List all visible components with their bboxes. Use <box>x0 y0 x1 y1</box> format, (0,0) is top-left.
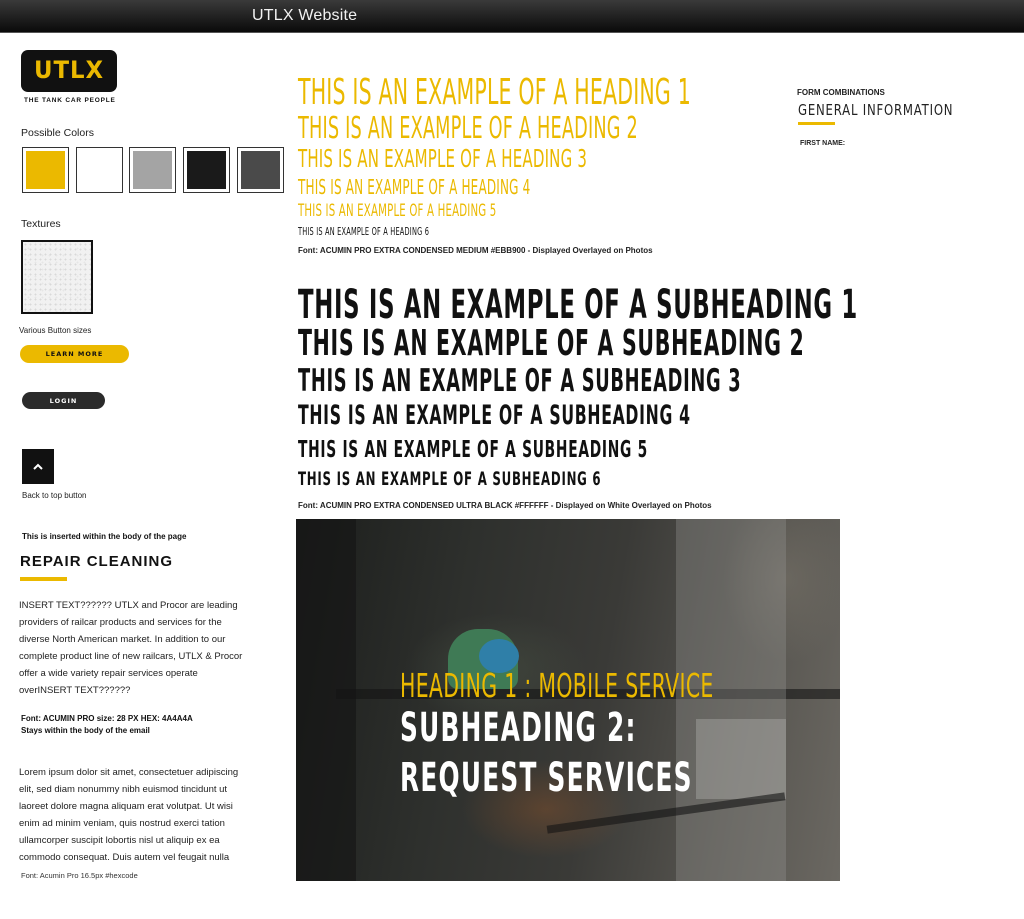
heading-1: THIS IS AN EXAMPLE OF A HEADING 1 <box>298 72 691 113</box>
color-swatch-white <box>76 147 123 193</box>
hero-subheading-line-2: REQUEST SERVICES <box>400 755 693 801</box>
back-to-top-label: Back to top button <box>22 491 87 500</box>
subheading-5: THIS IS AN EXAMPLE OF A SUBHEADING 5 <box>298 437 648 463</box>
learn-more-button[interactable]: LEARN MORE <box>20 345 129 363</box>
heading-3: THIS IS AN EXAMPLE OF A HEADING 3 <box>298 144 588 173</box>
hero-heading: HEADING 1 : MOBILE SERVICE <box>400 666 714 705</box>
body-font-note-2: Stays within the body of the email <box>21 726 150 735</box>
heading-2: THIS IS AN EXAMPLE OF A HEADING 2 <box>298 111 638 146</box>
hero-photo <box>296 519 840 881</box>
body-paragraph: INSERT TEXT?????? UTLX and Procor are leading providers of railcar products and services for the diverse North American market. In addition to our complete product line of new railcars, UTLX & Procor offer a wide variety repair services operate overINSERT TEXT?????? <box>19 600 243 696</box>
subheading-font-note: Font: ACUMIN PRO EXTRA CONDENSED ULTRA BLACK #FFFFFF - Displayed on White Overlayed on Photos <box>298 501 712 510</box>
texture-sample <box>21 240 93 314</box>
subheading-1: THIS IS AN EXAMPLE OF A SUBHEADING 1 <box>298 282 858 328</box>
hero-subheading-line-1: SUBHEADING 2: <box>400 705 637 751</box>
login-button[interactable]: LOGIN <box>22 392 105 409</box>
repair-cleaning-title: REPAIR CLEANING <box>20 553 174 570</box>
window-titlebar <box>0 0 1024 33</box>
first-name-label: FIRST NAME: <box>800 140 846 147</box>
heading-6: THIS IS AN EXAMPLE OF A HEADING 6 <box>298 226 430 238</box>
lorem-font-note: Font: Acumin Pro 16.5px #hexcode <box>21 871 138 880</box>
form-combinations-label: FORM COMBINATIONS <box>797 88 885 97</box>
color-swatch-black <box>183 147 230 193</box>
window-title: UTLX Website <box>252 7 358 24</box>
subheading-2: THIS IS AN EXAMPLE OF A SUBHEADING 2 <box>298 323 805 364</box>
utlx-logo <box>21 50 117 92</box>
heading-4: THIS IS AN EXAMPLE OF A HEADING 4 <box>298 175 531 199</box>
heading-font-note: Font: ACUMIN PRO EXTRA CONDENSED MEDIUM #EBB900 - Displayed Overlayed on Photos <box>298 246 653 255</box>
body-font-note: Font: ACUMIN PRO size: 28 PX HEX: 4A4A4A <box>21 714 193 723</box>
logo-tagline: THE TANK CAR PEOPLE <box>24 97 116 104</box>
subheading-6: THIS IS AN EXAMPLE OF A SUBHEADING 6 <box>298 468 602 490</box>
color-swatch-yellow <box>22 147 69 193</box>
subheading-4: THIS IS AN EXAMPLE OF A SUBHEADING 4 <box>298 400 691 431</box>
subheading-3: THIS IS AN EXAMPLE OF A SUBHEADING 3 <box>298 363 742 399</box>
general-information-title: GENERAL INFORMATION <box>798 101 954 119</box>
color-swatch-dark-gray <box>237 147 284 193</box>
back-to-top-button[interactable] <box>22 449 54 484</box>
lorem-paragraph: Lorem ipsum dolor sit amet, consectetuer adipiscing elit, sed diam nonummy nibh euismod tincidunt ut laoreet dolore magna aliquam erat volutpat. Ut wisi enim ad minim veniam, quis nostrud exerci tation ullamcorper suscipit lobortis nisl ut aliquip ex ea commodo consequat. Duis autem vel feugait nulla <box>19 767 239 863</box>
form-title-underline <box>798 122 835 125</box>
textures-label: Textures <box>21 218 61 230</box>
logo-text: UTLX <box>34 56 104 84</box>
heading-5: THIS IS AN EXAMPLE OF A HEADING 5 <box>298 201 497 221</box>
title-underline <box>20 577 67 581</box>
button-sizes-label: Various Button sizes <box>19 326 92 335</box>
body-intro-note: This is inserted within the body of the page <box>22 532 187 541</box>
color-swatch-gray <box>129 147 176 193</box>
chevron-up-icon <box>33 463 43 471</box>
colors-label: Possible Colors <box>21 127 94 139</box>
